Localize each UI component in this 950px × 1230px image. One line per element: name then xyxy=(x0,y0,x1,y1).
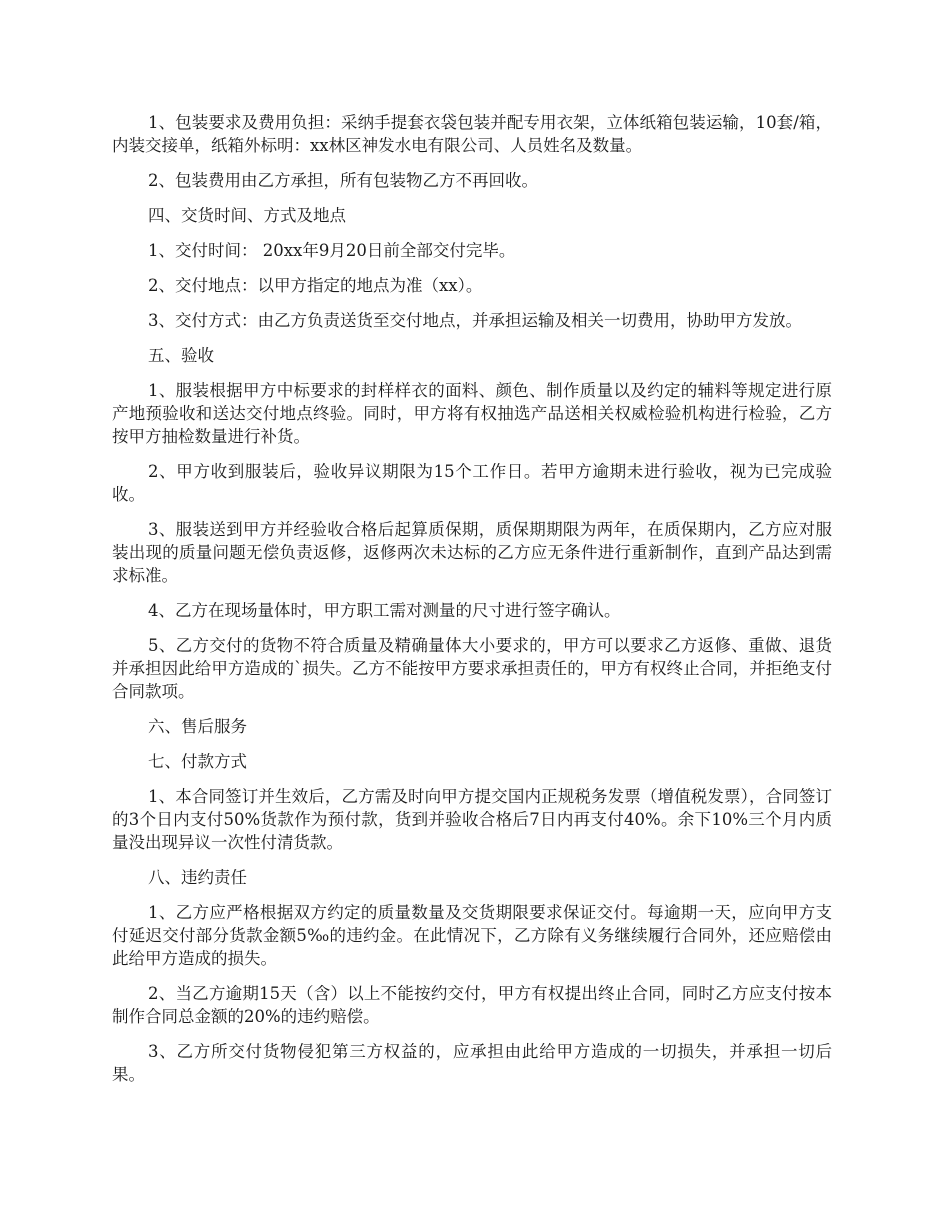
paragraph-payment-terms: 1、本合同签订并生效后，乙方需及时向甲方提交国内正规税务发票（增值税发票），合同签订的3个日内支付50%货款作为预付款，货到并验收合格后7日内再支付40%。余下10%三个月内质量没出现异议一次性付清货款。 xyxy=(112,787,832,852)
section-heading-after-sales: 六、售后服务 xyxy=(148,717,247,736)
paragraph-packaging-requirements: 1、包装要求及费用负担：采纳手提套衣袋包装并配专用衣架，立体纸箱包装运输，10套/箱，内装交接单，纸箱外标明：xx林区神发水电有限公司、人员姓名及数量。 xyxy=(112,113,832,155)
paragraph-measurement-confirmation: 4、乙方在现场量体时，甲方职工需对测量的尺寸进行签字确认。 xyxy=(148,601,621,620)
paragraph-acceptance-period: 2、甲方收到服装后，验收异议期限为15个工作日。若甲方逾期未进行验收，视为已完成验收。 xyxy=(112,462,832,504)
paragraph-acceptance-inspection: 1、服装根据甲方中标要求的封样样衣的面料、颜色、制作质量以及约定的辅料等规定进行原产地预验收和送达交付地点终验。同时，甲方将有权抽选产品送相关权威检验机构进行检验，乙方按甲方抽检数量进行补货。 xyxy=(112,381,832,446)
section-heading-delivery: 四、交货时间、方式及地点 xyxy=(148,206,346,225)
section-heading-breach: 八、违约责任 xyxy=(148,868,247,887)
paragraph-delivery-method: 3、交付方式：由乙方负责送货至交付地点，并承担运输及相关一切费用，协助甲方发放。 xyxy=(148,311,802,330)
paragraph-late-delivery-penalty: 1、乙方应严格根据双方约定的质量数量及交货期限要求保证交付。每逾期一天，应向甲方支付延迟交付部分货款金额5‰的违约金。在此情况下，乙方除有义务继续履行合同外，还应赔偿由此给甲方造成的损失。 xyxy=(112,903,832,968)
section-heading-acceptance: 五、验收 xyxy=(148,346,214,365)
paragraph-nonconforming-goods: 5、乙方交付的货物不符合质量及精确量体大小要求的，甲方可以要求乙方返修、重做、退货并承担因此给甲方造成的`损失。乙方不能按甲方要求承担责任的，甲方有权终止合同，并拒绝支付合同款项。 xyxy=(112,636,832,701)
paragraph-delivery-location: 2、交付地点：以甲方指定的地点为准（xx）。 xyxy=(148,276,483,295)
paragraph-third-party-rights: 3、乙方所交付货物侵犯第三方权益的，应承担由此给甲方造成的一切损失，并承担一切后果。 xyxy=(112,1042,832,1084)
document-page xyxy=(112,111,832,1098)
paragraph-delivery-time: 1、交付时间： 20xx年9月20日前全部交付完毕。 xyxy=(148,241,516,260)
paragraph-termination-penalty: 2、当乙方逾期15天（含）以上不能按约交付，甲方有权提出终止合同，同时乙方应支付按本制作合同总金额的20%的违约赔偿。 xyxy=(112,984,832,1026)
paragraph-warranty: 3、服装送到甲方并经验收合格后起算质保期，质保期期限为两年，在质保期内，乙方应对服装出现的质量问题无偿负责返修，返修两次未达标的乙方应无条件进行重新制作，直到产品达到需求标准。 xyxy=(112,520,832,585)
paragraph-packaging-cost: 2、包装费用由乙方承担，所有包装物乙方不再回收。 xyxy=(148,171,538,190)
section-heading-payment: 七、付款方式 xyxy=(148,752,247,771)
